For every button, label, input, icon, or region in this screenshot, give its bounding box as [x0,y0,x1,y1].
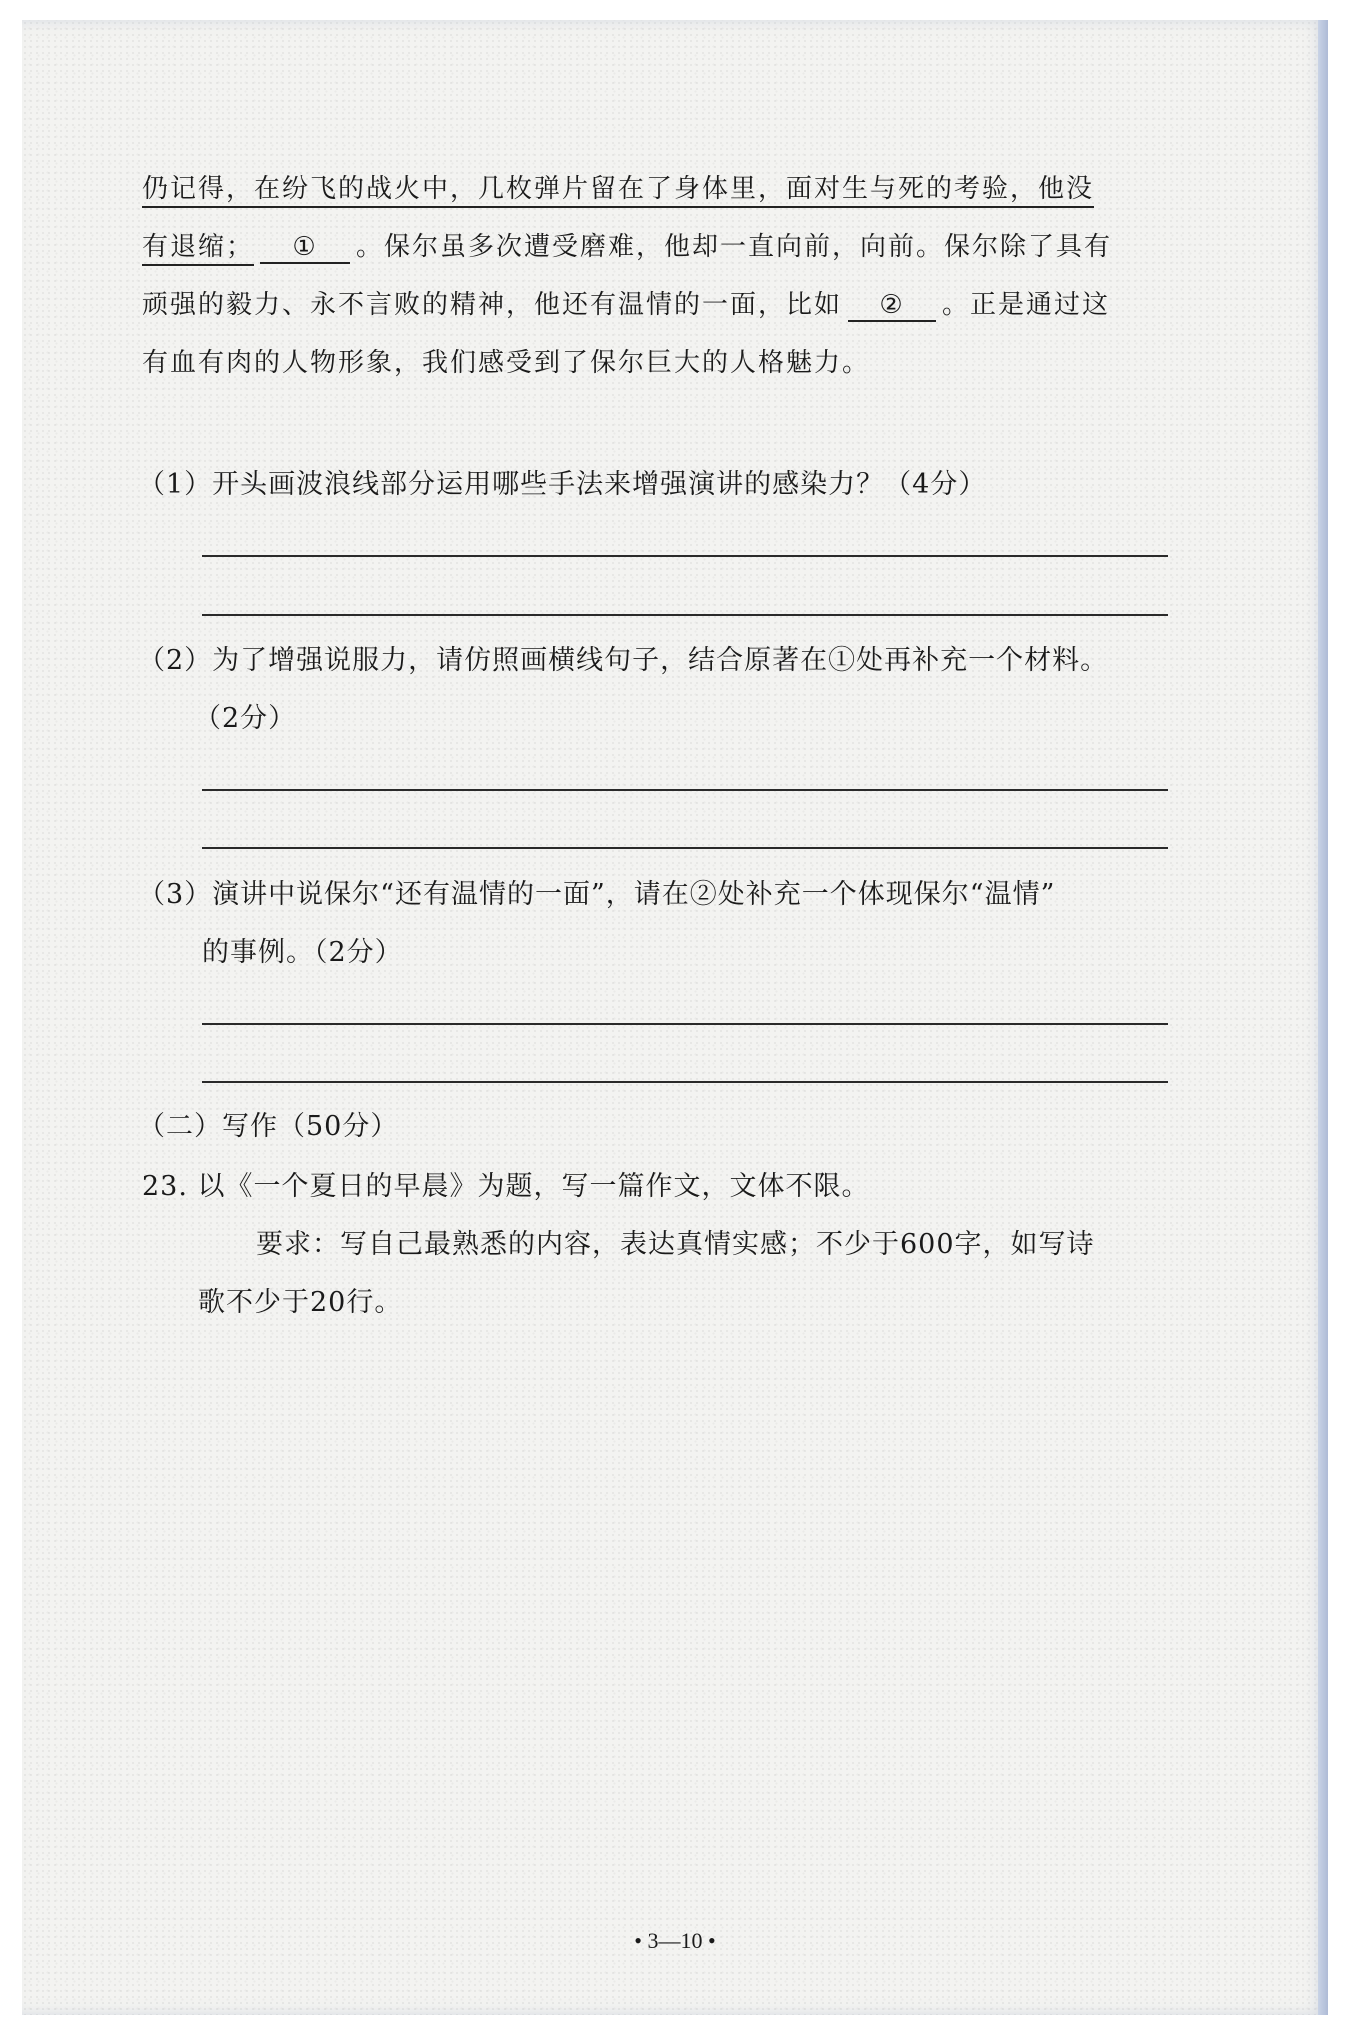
writing-section-title: （二）写作（50分） [138,1111,399,1142]
underlined-sentence-end: 有退缩； [142,232,254,266]
passage-line-3-start: 顽强的毅力、永不言败的精神，他还有温情的一面，比如 [142,290,843,320]
answer-line-1b[interactable] [202,614,1168,616]
writing-requirements-cont: 歌不少于20行。 [198,1287,403,1318]
answer-line-3b[interactable] [202,1081,1168,1083]
blank-1: ① [260,232,350,264]
passage-line-4: 有血有肉的人物形象，我们感受到了保尔巨大的人格魅力。 [142,348,871,378]
question-3-line-2: 的事例。（2分） [202,937,403,968]
scanner-edge [1318,20,1328,2015]
question-2-score: （2分） [194,703,297,734]
passage-line-2 [142,226,1112,264]
answer-line-2b[interactable] [202,847,1168,849]
writing-requirements: 要求：写自己最熟悉的内容，表达真情实感；不少于600字，如写诗 [256,1229,1095,1260]
question-3: （3）演讲中说保尔“还有温情的一面”，请在②处补充一个体现保尔“温情” [138,879,1056,910]
passage-line-3 [142,284,1110,322]
underlined-sentence: 仍记得，在纷飞的战火中，几枚弹片留在了身体里，面对生与死的考验，他没 [142,174,1094,208]
passage-line-3-end: 。正是通过这 [942,290,1111,320]
answer-line-2a[interactable] [202,789,1168,791]
answer-line-1a[interactable] [202,555,1168,557]
answer-line-3a[interactable] [202,1023,1168,1025]
passage-line-2-end: 。保尔虽多次遭受磨难，他却一直向前，向前。保尔除了具有 [356,232,1113,262]
question-1: （1）开头画波浪线部分运用哪些手法来增强演讲的感染力？（4分） [138,469,987,500]
page-number: • 3—10 • [634,1928,716,1953]
passage-line-1 [142,168,1094,205]
blank-2: ② [848,290,936,322]
question-23: 23. 以《一个夏日的早晨》为题，写一篇作文，文体不限。 [142,1171,870,1202]
question-2: （2）为了增强说服力，请仿照画横线句子，结合原著在①处再补充一个材料。 [138,645,1109,676]
